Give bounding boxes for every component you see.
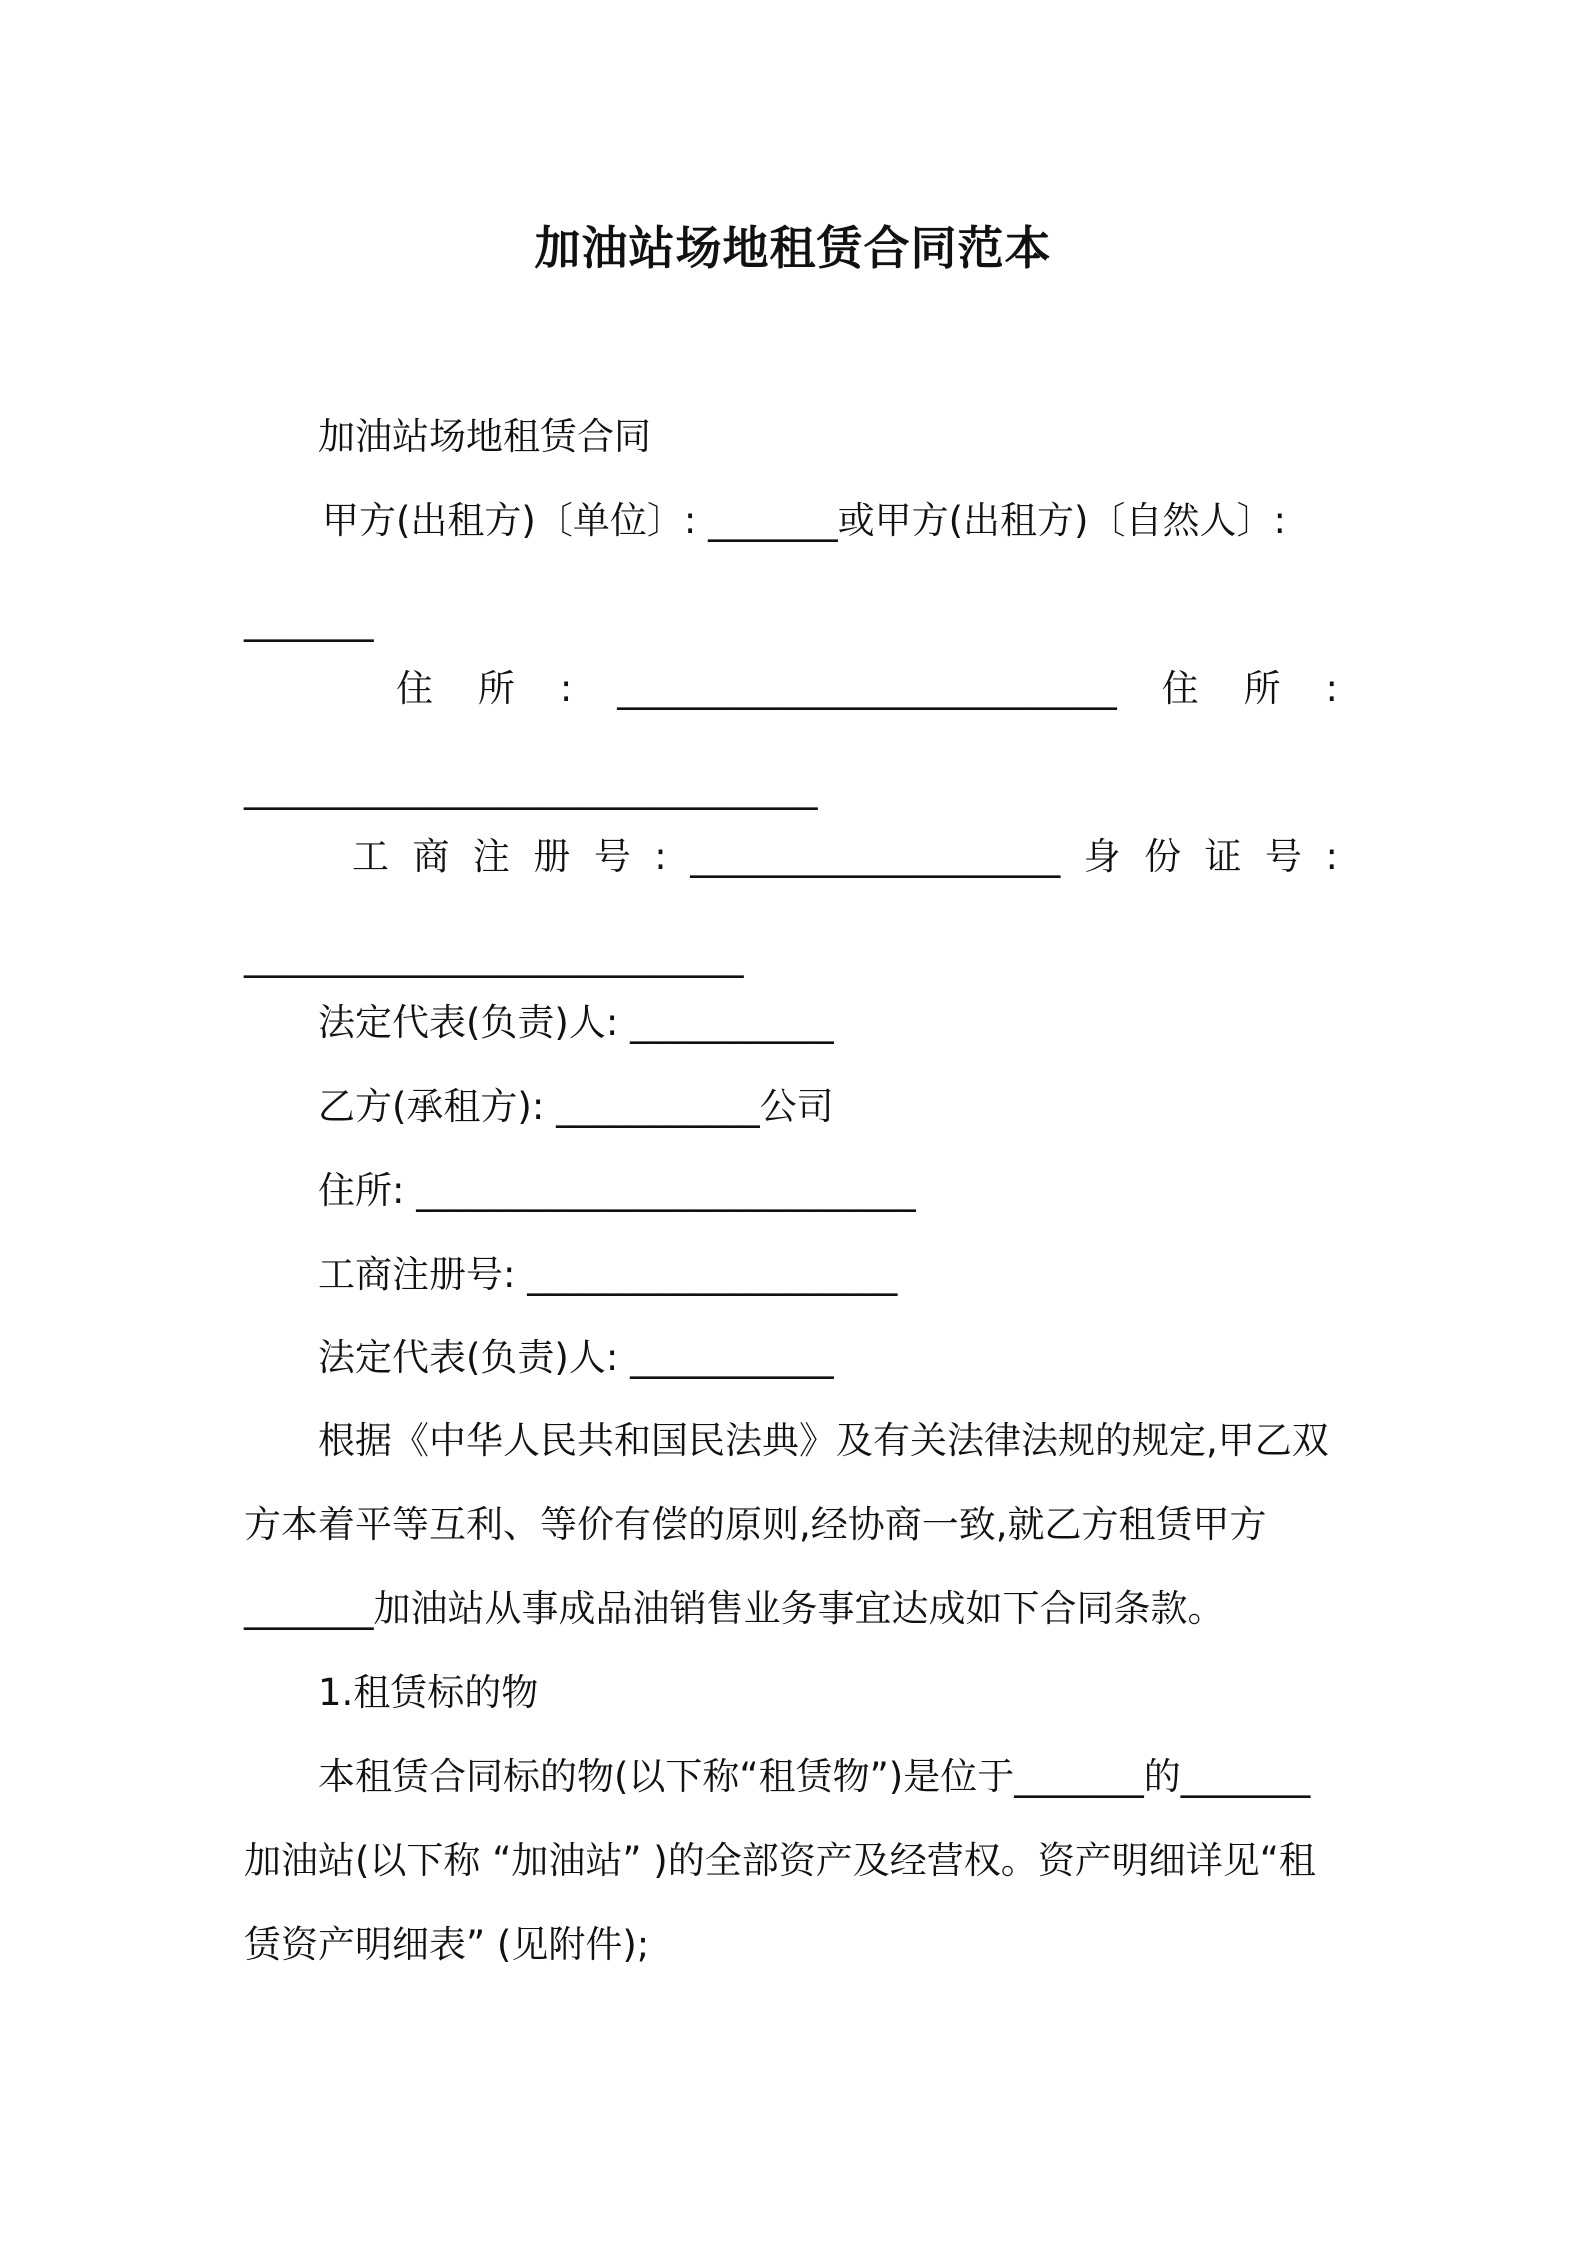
registration-row xyxy=(352,832,1338,882)
party-b: 乙方(承租方): ___________公司 xyxy=(318,1085,834,1128)
party-b-registration: 工商注册号: ____________________ xyxy=(318,1253,898,1296)
section-heading: 1.租赁标的物 xyxy=(318,1671,539,1714)
address-label-char: 所 xyxy=(1243,667,1281,710)
registration-blank: ____________________ xyxy=(690,835,1061,878)
preamble-line: _______加油站从事成品油销售业务事宜达成如下合同条款。 xyxy=(244,1587,1225,1630)
id-char: 证 xyxy=(1204,835,1242,878)
party-a-blank: _______ xyxy=(244,599,374,642)
registration-char: : xyxy=(654,835,667,878)
address-blank-line: _______________________________ xyxy=(244,767,818,810)
id-char: 号 xyxy=(1265,835,1302,878)
address-row xyxy=(396,664,1338,714)
preamble-line: 根据《中华人民共和国民法典》及有关法律法规的规定,甲乙双 xyxy=(318,1419,1329,1462)
section-paragraph-line: 本租赁合同标的物(以下称“租赁物”)是位于_______的_______ xyxy=(318,1755,1311,1798)
address-colon: : xyxy=(559,667,573,710)
id-char: 身 xyxy=(1083,835,1121,878)
legal-rep-a: 法定代表(负责)人: ___________ xyxy=(318,1001,834,1044)
registration-char: 工 xyxy=(352,835,389,878)
contract-subtitle: 加油站场地租赁合同 xyxy=(318,415,651,458)
legal-rep-b: 法定代表(负责)人: ___________ xyxy=(318,1336,834,1379)
section-paragraph-line: 赁资产明细表” (见附件); xyxy=(244,1923,650,1966)
party-b-address: 住所: ___________________________ xyxy=(318,1169,916,1212)
address-label-char: 所 xyxy=(477,667,515,710)
id-char: : xyxy=(1325,835,1338,878)
registration-char: 号 xyxy=(593,835,631,878)
address-label-char: 住 xyxy=(1161,667,1199,710)
registration-char: 商 xyxy=(412,835,450,878)
address-label-char: 住 xyxy=(396,667,433,710)
address-blank: ___________________________ xyxy=(617,667,1117,710)
id-blank-line: ___________________________ xyxy=(244,935,744,978)
address-colon: : xyxy=(1325,667,1338,710)
party-a-line: 甲方(出租方)〔单位〕: _______或甲方(出租方)〔自然人〕: xyxy=(322,499,1286,542)
section-paragraph-line: 加油站(以下称 “加油站” )的全部资产及经营权。资产明细详见“租 xyxy=(244,1839,1316,1882)
document-title: 加油站场地租赁合同范本 xyxy=(534,221,1052,275)
registration-char: 注 xyxy=(472,835,510,878)
registration-char: 册 xyxy=(533,835,571,878)
id-char: 份 xyxy=(1144,835,1182,878)
preamble-line: 方本着平等互利、等价有偿的原则,经协商一致,就乙方租赁甲方 xyxy=(244,1503,1267,1546)
